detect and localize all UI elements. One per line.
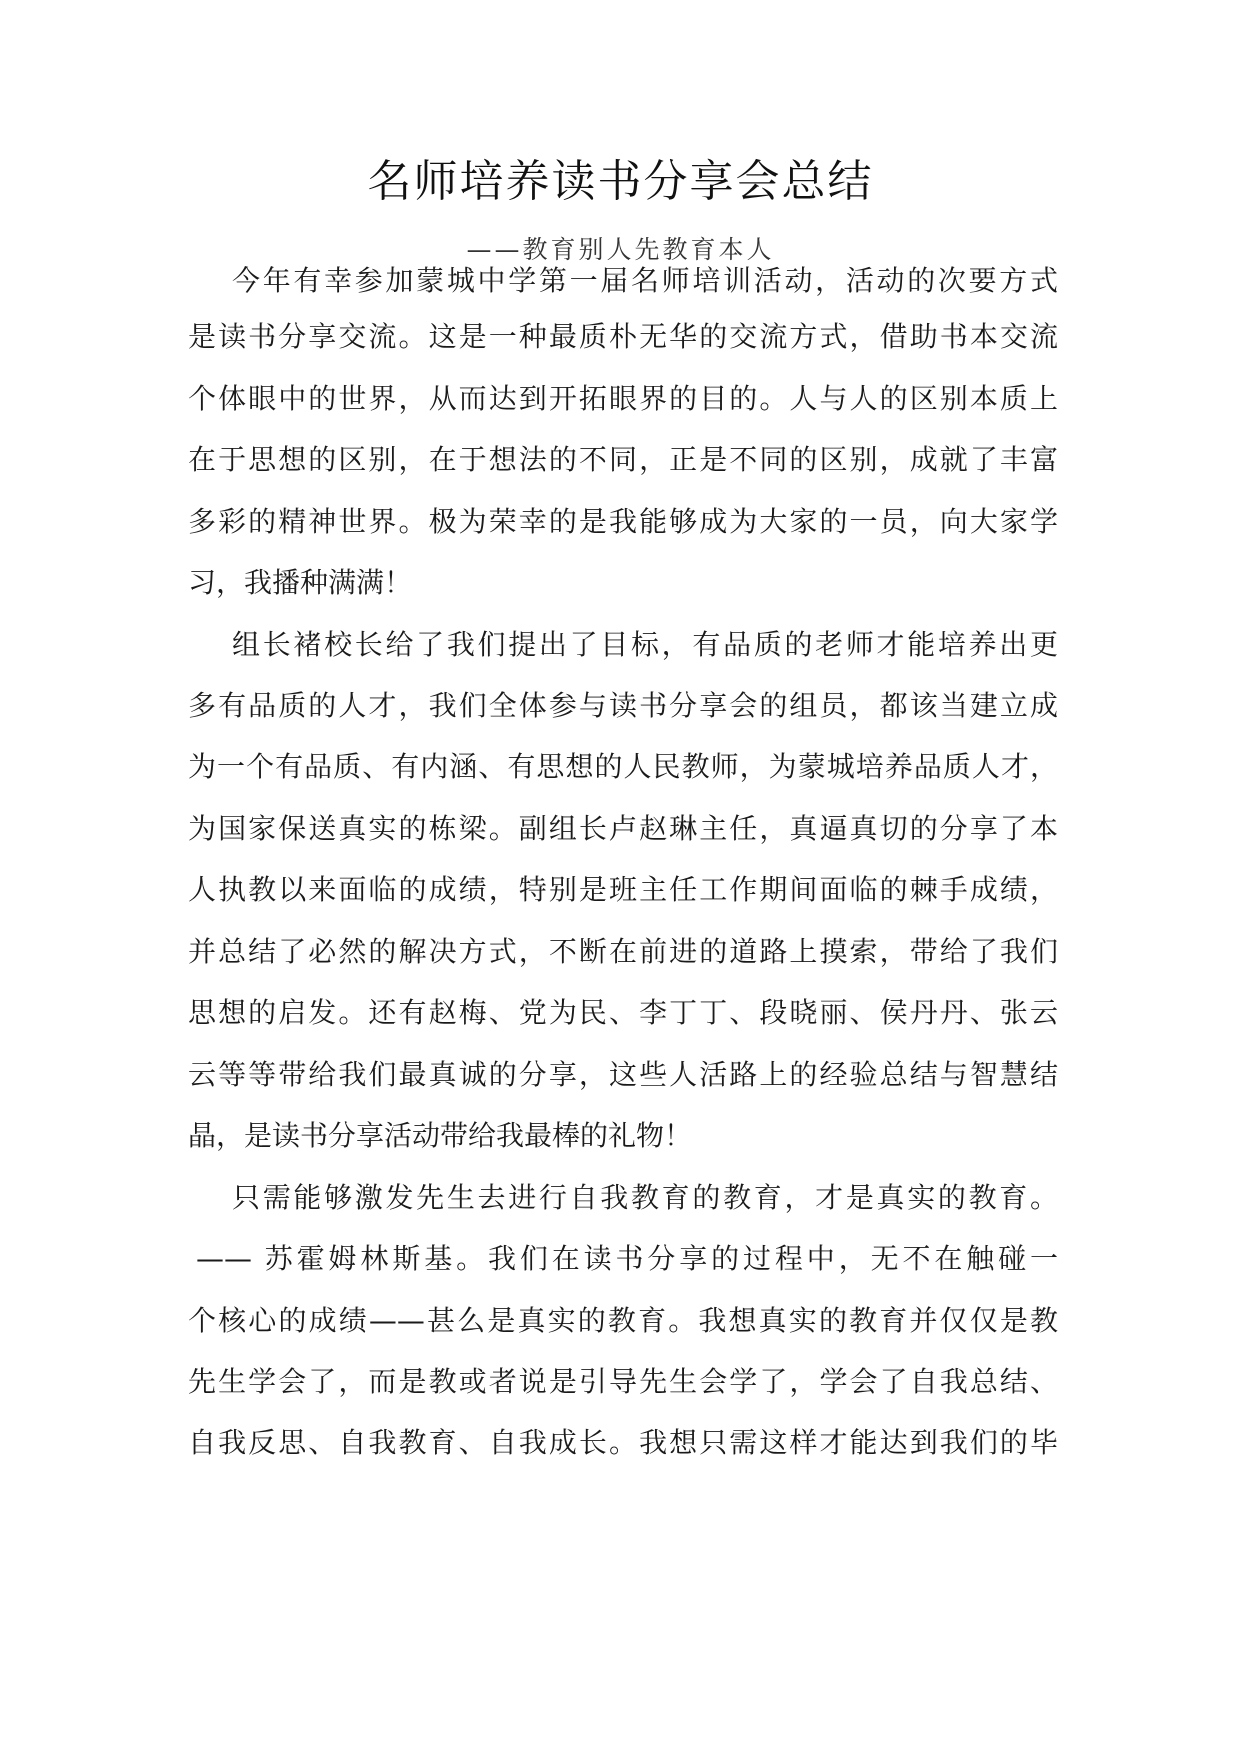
text-line: 为国家保送真实的栋梁。副组长卢赵琳主任，真逼真切的分享了本 — [188, 812, 1058, 845]
text-line: 今年有幸参加蒙城中学第一届名师培训活动，活动的次要方式 — [232, 264, 1058, 297]
text-line: 是读书分享交流。这是一种最质朴无华的交流方式，借助书本交流 — [188, 320, 1058, 353]
text-line: 习，我播种满满！ — [188, 566, 413, 599]
text-line: 自我反思、自我教育、自我成长。我想只需这样才能达到我们的毕 — [188, 1426, 1058, 1459]
text-line: 多有品质的人才，我们全体参与读书分享会的组员，都该当建立成 — [188, 689, 1058, 722]
text-line: 组长褚校长给了我们提出了目标，有品质的老师才能培养出更 — [232, 628, 1058, 661]
text-line: 晶，是读书分享活动带给我最棒的礼物！ — [188, 1119, 693, 1152]
document-title: 名师培养读书分享会总结 — [367, 156, 874, 207]
document-subtitle: ——教育别人先教育本人 — [466, 235, 775, 264]
text-line: 个核心的成绩——甚么是真实的教育。我想真实的教育并仅仅是教 — [188, 1304, 1058, 1337]
text-line: 为一个有品质、有内涵、有思想的人民教师，为蒙城培养品质人才， — [188, 750, 1058, 783]
text-line: 先生学会了，而是教或者说是引导先生会学了，学会了自我总结、 — [188, 1365, 1058, 1398]
text-line: —— 苏霍姆林斯基。我们在读书分享的过程中，无不在触碰一 — [196, 1242, 1058, 1275]
text-line: 在于思想的区别，在于想法的不同，正是不同的区别，成就了丰富 — [188, 443, 1058, 476]
text-line: 个体眼中的世界，从而达到开拓眼界的目的。人与人的区别本质上 — [188, 382, 1058, 415]
text-line: 云等等带给我们最真诚的分享，这些人活路上的经验总结与智慧结 — [188, 1058, 1058, 1091]
text-line: 并总结了必然的解决方式，不断在前进的道路上摸索，带给了我们 — [188, 935, 1058, 968]
text-line: 只需能够激发先生去进行自我教育的教育，才是真实的教育。 — [232, 1181, 1058, 1214]
text-line: 思想的启发。还有赵梅、党为民、李丁丁、段晓丽、侯丹丹、张云 — [188, 996, 1058, 1029]
text-line: 人执教以来面临的成绩，特别是班主任工作期间面临的棘手成绩， — [188, 873, 1058, 906]
text-line: 多彩的精神世界。极为荣幸的是我能够成为大家的一员，向大家学 — [188, 505, 1058, 538]
